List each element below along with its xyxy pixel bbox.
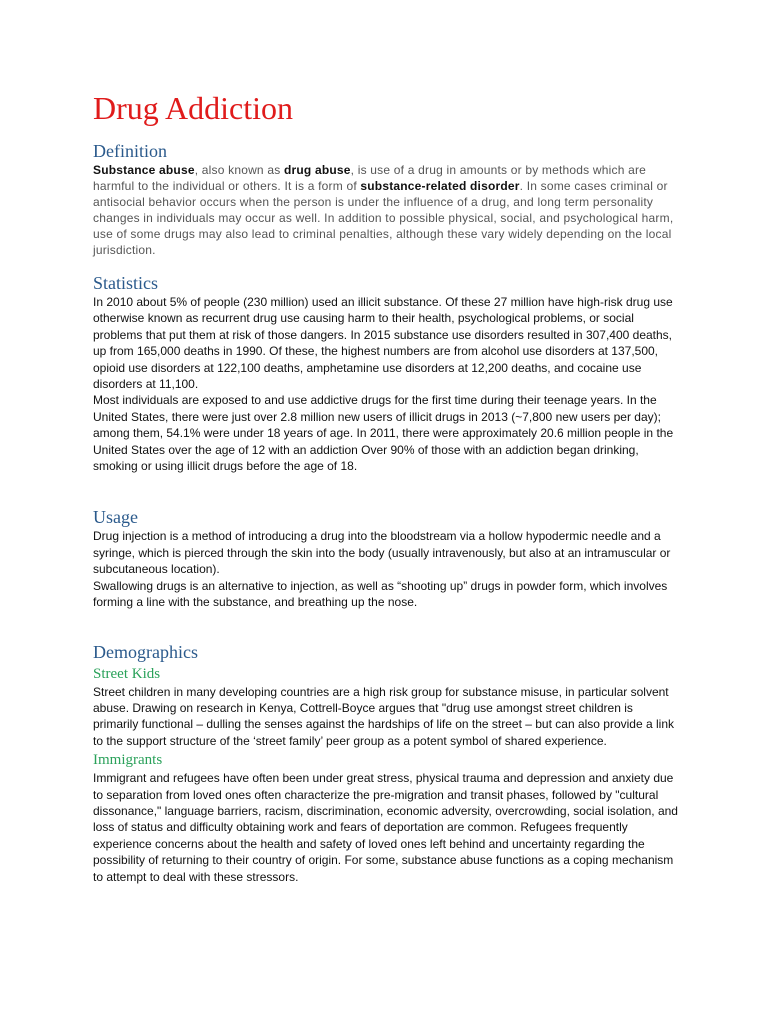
term-substance-abuse: Substance abuse <box>93 163 195 177</box>
immigrants-paragraph: Immigrant and refugees have often been under great stress, physical trauma and depression and anxiety due to separation from loved ones often characterize the pre-migration and transit phases, followed by "cultural dissonance," language barriers, racism, discrimination, economic adversity, overcrowding, social isolation, and loss of status and difficulty obtaining work and fears of deportation are common. Refugees frequently experience concerns about the health and safety of loved ones left behind and uncertainty regarding the possibility of returning to their country of origin. For some, substance abuse functions as a coping mechanism to attempt to deal with these stressors. <box>93 771 678 884</box>
statistics-paragraph-1: In 2010 about 5% of people (230 million) used an illicit substance. Of these 27 million have high-risk drug use otherwise known as recurrent drug use causing harm to their health, psychological problems, or social problems that put them at risk of those dangers. In 2015 substance use disorders resulted in 307,400 deaths, up from 165,000 deaths in 1990. Of these, the highest numbers are from alcohol use disorders at 137,500, opioid use disorders at 122,100 deaths, amphetamine use disorders at 12,200 deaths, and cocaine use disorders at 11,100. <box>93 295 673 392</box>
statistics-paragraph-2: Most individuals are exposed to and use addictive drugs for the first time during their teenage years. In the United States, there were just over 2.8 million new users of illicit drugs in 2013 (~7,800 new users per day); among them, 54.1% were under 18 years of age. In 2011, there were approximately 20.6 million people in the United States over the age of 12 with an addiction Over 90% of those with an addiction began drinking, smoking or using illicit drugs before the age of 18. <box>93 393 674 474</box>
street-kids-heading: Street Kids <box>93 665 161 682</box>
statistics-heading: Statistics <box>93 273 159 293</box>
document-title: Drug Addiction <box>93 90 293 126</box>
usage-heading: Usage <box>93 507 138 528</box>
immigrants-heading: Immigrants <box>93 752 163 769</box>
usage-paragraph-2: Swallowing drugs is an alternative to injection, as well as “shooting up” drugs in powder form, which involves forming a line with the substance, and breathing up the nose. <box>93 578 668 610</box>
term-substance-related-disorder: substance-related disorder <box>360 179 520 193</box>
definition-heading: Definition <box>93 141 167 161</box>
demographics-heading: Demographics <box>93 641 198 662</box>
street-kids-paragraph: Street children in many developing countries are a high risk group for substance misuse, in particular solvent abuse. Drawing on research in Kenya, Cottrell-Boyce argues that "drug use amongst street children is primarily functional – dulling the senses against the hardships of life on the street – but can also provide a link to the support structure of the ‘street family’ peer group as a potent symbol of shared experience. <box>93 684 675 748</box>
definition-paragraph: Substance abuse, also known as drug abuse, is use of a drug in amounts or by methods which are harmful to the individual or others. It is a form of substance-related disorder. In some cases criminal or antisocial behavior occurs when the person is under the influence of a drug, and long term personality changes in individuals may occur as well. In addition to possible physical, social, and psychological harm, use of some drugs may also lead to criminal penalties, although these vary widely depending on the local jurisdiction. <box>93 163 674 257</box>
term-drug-abuse: drug abuse <box>283 163 351 177</box>
usage-paragraph-1: Drug injection is a method of introducing a drug into the bloodstream via a hollow hypodermic needle and a syringe, which is pierced through the skin into the body (usually intravenously, but also at an intramuscular or subcutaneous location). <box>93 529 671 577</box>
document-page <box>93 88 678 885</box>
